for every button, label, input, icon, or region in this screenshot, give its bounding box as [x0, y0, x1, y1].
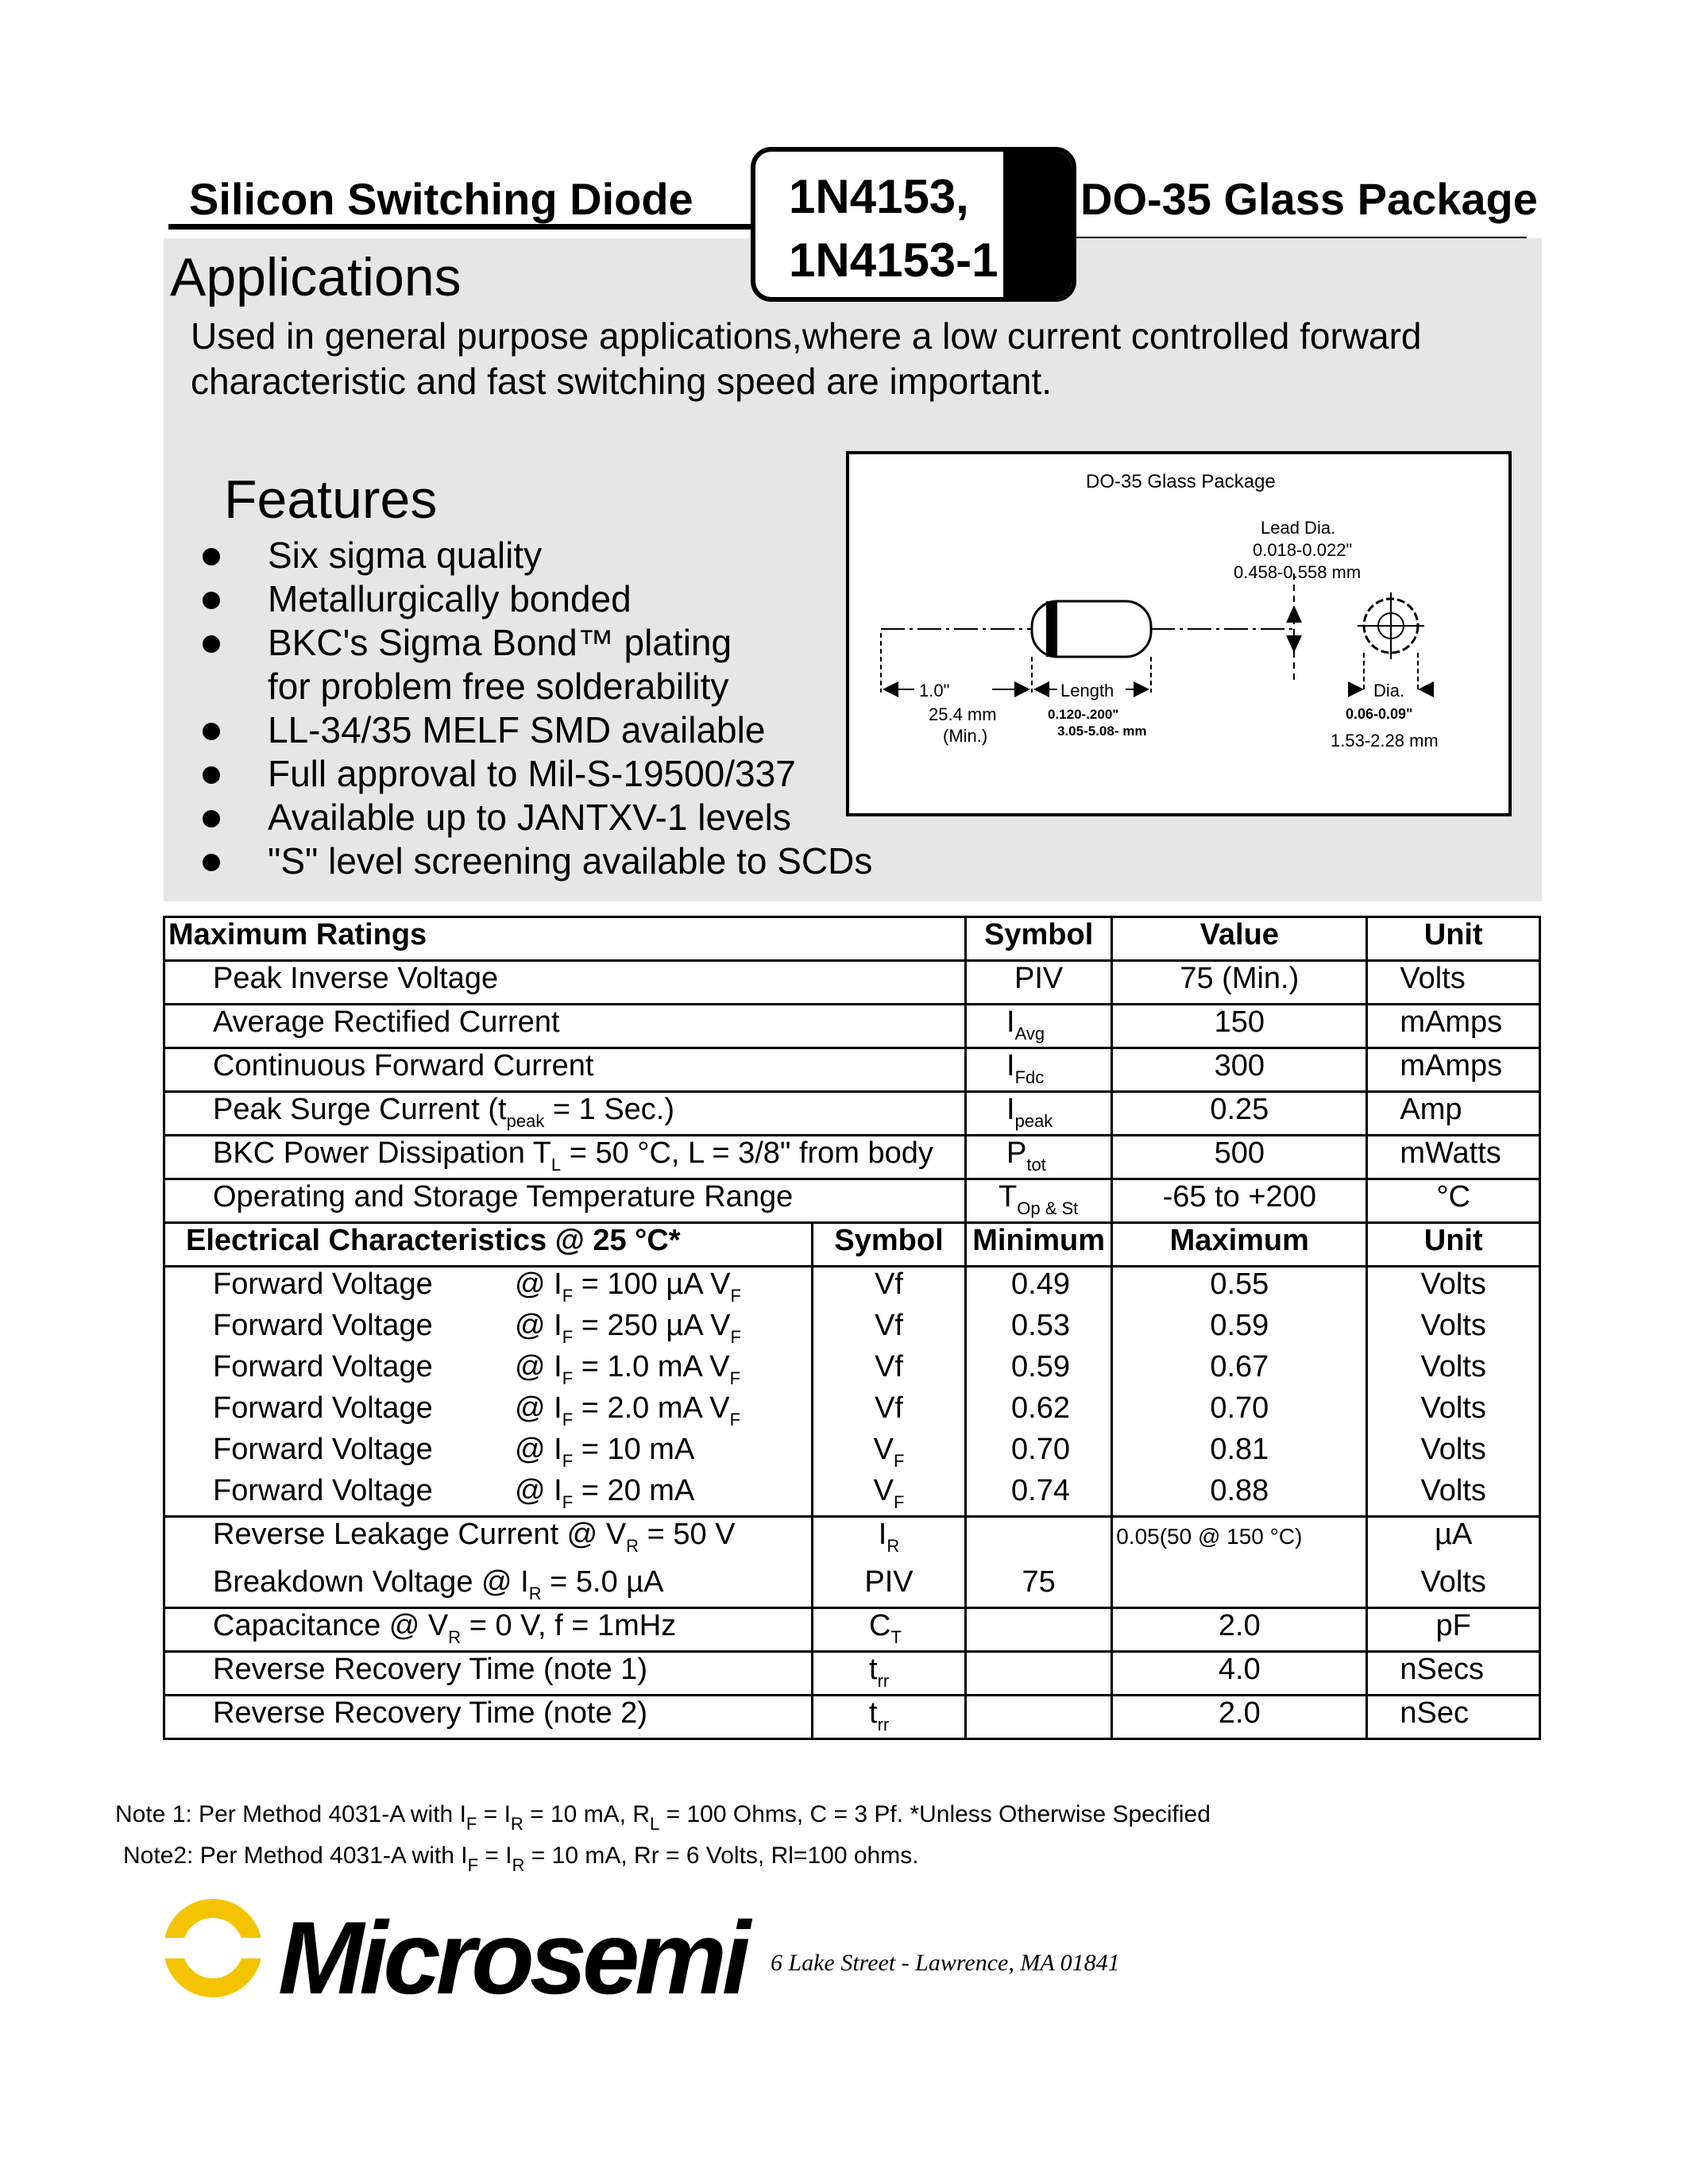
- table-row: Capacitance @ $V_R = 0$ V, f = 1mHz $C_T$ 2.0 pF: [164, 1608, 1540, 1652]
- microsemi-logo-icon: [157, 1897, 268, 2004]
- dia-mm: 1.53-2.28 mm: [1331, 731, 1439, 751]
- table-row: Forward Voltage @ $I_F = 1.0$ mA $V_F$ Vf 0.59 0.67 Volts: [164, 1350, 1540, 1391]
- diode-band: [1046, 601, 1057, 657]
- max-ratings-heading: Maximum Ratings: [164, 917, 966, 961]
- lead-len-inches: 1.0": [919, 681, 950, 700]
- table-row: Reverse Recovery Time (note 1) $t_{rr}$ 4.0 nSecs: [164, 1652, 1540, 1696]
- logo-gap: [157, 1938, 189, 1958]
- symbol-header: Symbol: [966, 917, 1112, 961]
- part-number-2: 1N4153-1: [789, 233, 999, 287]
- length-label: Length: [1060, 681, 1114, 700]
- table-row: Forward Voltage @ $I_F = 2.0$ mA $V_F$ Vf 0.62 0.70 Volts: [164, 1391, 1540, 1433]
- dia-arrow-left: [1348, 681, 1364, 697]
- bullet-icon: [203, 723, 220, 740]
- table-row: Forward Voltage @ $I_F = 20$ mA $V_F$ 0.74 0.88 Volts: [164, 1474, 1540, 1517]
- len-arrow-right: [1134, 681, 1149, 697]
- brand-name: Microsemi: [278, 1900, 747, 2016]
- table-row: Peak Surge Current ($t_{peak} = 1$ Sec.) $I_{peak}$ 0.25 Amp: [164, 1092, 1540, 1136]
- table-row: Reverse Leakage Current @ $V_R = 50$ V $I_R$ 0.05(50 @ 150 °C) µA: [164, 1517, 1540, 1566]
- elec-max-header: Maximum: [1112, 1223, 1367, 1267]
- lead-len-arrow-left: [883, 681, 898, 697]
- company-address: 6 Lake Street - Lawrence, MA 01841: [771, 1950, 1120, 1976]
- elec-unit-header: Unit: [1367, 1223, 1540, 1267]
- bullet-icon: [203, 854, 220, 871]
- table-row: Operating and Storage Temperature Range $T_{Op \& St}$ -65 to +200 °C: [164, 1179, 1540, 1223]
- table-row: Forward Voltage @ $I_F = 10$ mA $V_F$ 0.70 0.81 Volts: [164, 1433, 1540, 1474]
- lead-len-arrow-right: [1014, 681, 1030, 697]
- package-drawing: [846, 451, 1512, 816]
- table-row: Average Rectified Current $I_{Avg}$ 150 mAmps: [164, 1005, 1540, 1048]
- feature-item: Available up to JANTXV-1 levels: [203, 796, 872, 839]
- specifications-table: [163, 916, 1541, 1740]
- lead-len-min: (Min.): [943, 726, 988, 746]
- header-right-title: DO-35 Glass Package: [1080, 174, 1538, 224]
- note-2: Note2: Per Method 4031-A with $I_F = I_R = 10$ mA, Rr = 6 Volts, Rl=100 ohms.: [123, 1843, 919, 1875]
- feature-item: Full approval to Mil-S-19500/337: [203, 752, 872, 796]
- bullet-icon: [203, 548, 220, 565]
- dia-inches: 0.06-0.09": [1346, 706, 1413, 722]
- elec-min-header: Minimum: [966, 1223, 1112, 1267]
- lead-dia-mm: 0.458-0.558 mm: [1234, 562, 1362, 582]
- table-row: Forward Voltage @ $I_F = 250$ µA $V_F$ Vf 0.53 0.59 Volts: [164, 1309, 1540, 1350]
- elec-header-row: [164, 1223, 1540, 1267]
- logo-gap-right: [235, 1938, 268, 1958]
- elec-heading: Electrical Characteristics @ 25 °C*: [164, 1223, 813, 1267]
- table-row: Continuous Forward Current $I_{Fdc}$ 300 mAmps: [164, 1048, 1540, 1092]
- feature-item: "S" level screening available to SCDs: [203, 839, 872, 883]
- feature-item: LL-34/35 MELF SMD available: [203, 708, 872, 752]
- table-row: Forward Voltage @ $I_F = 100$ µA $V_F$ Vf 0.49 0.55 Volts: [164, 1267, 1540, 1310]
- max-ratings-header-row: [164, 917, 1540, 961]
- lead-len-mm: 25.4 mm: [929, 704, 997, 724]
- unit-header: Unit: [1367, 917, 1540, 961]
- header-rule-left: [168, 224, 756, 230]
- package-outline-diagram: [849, 454, 1508, 813]
- bullet-icon: [203, 810, 220, 828]
- length-inches: 0.120-.200": [1048, 707, 1119, 722]
- package-drawing-title: DO-35 Glass Package: [1086, 471, 1276, 492]
- length-mm: 3.05-5.08- mm: [1057, 723, 1147, 739]
- header-left-title: Silicon Switching Diode: [189, 174, 693, 224]
- part-number-1: 1N4153,: [789, 170, 969, 223]
- lead-dia-inches: 0.018-0.022": [1253, 540, 1353, 560]
- table-row: Reverse Recovery Time (note 2) $t_{rr}$ 2.0 nSec: [164, 1696, 1540, 1739]
- applications-text: Used in general purpose applications,where a low current controlled forward characteristic and fast switching speed are important.: [191, 315, 1422, 402]
- features-list: [203, 534, 872, 883]
- diode-cathode-band: [1003, 152, 1072, 297]
- table-row: Peak Inverse Voltage PIV 75 (Min.) Volts: [164, 961, 1540, 1005]
- feature-item: Metallurgically bonded: [203, 577, 872, 621]
- table-row: BKC Power Dissipation $T_L = 50$ °C, L = 3/8" from body $P_{tot}$ 500 mWatts: [164, 1136, 1540, 1179]
- features-heading: Features: [224, 469, 438, 530]
- table-row: Breakdown Voltage @ $I_R = 5.0$ µA PIV 75 Volts: [164, 1565, 1540, 1608]
- feature-item: BKC's Sigma Bond™ plating: [203, 621, 872, 665]
- elec-symbol-header: Symbol: [813, 1223, 966, 1267]
- bullet-icon: [203, 766, 220, 784]
- value-header: Value: [1112, 917, 1367, 961]
- bullet-icon: [203, 635, 220, 653]
- bullet-icon: [203, 592, 220, 609]
- applications-heading: Applications: [170, 247, 462, 307]
- dia-label: Dia.: [1373, 681, 1405, 700]
- note-1: Note 1: Per Method 4031-A with $I_F = I_R = 10$ mA, $R_L = 100$ Ohms, C = 3 Pf. *Unless Otherwise Specified: [115, 1801, 1211, 1834]
- feature-item: Six sigma quality: [203, 534, 872, 577]
- part-number-box: [751, 147, 1076, 302]
- lead-dia-label: Lead Dia.: [1261, 518, 1336, 538]
- dia-arrow-right: [1418, 681, 1434, 697]
- feature-item-continued: for problem free solderability: [268, 666, 729, 707]
- len-arrow-left: [1033, 681, 1049, 697]
